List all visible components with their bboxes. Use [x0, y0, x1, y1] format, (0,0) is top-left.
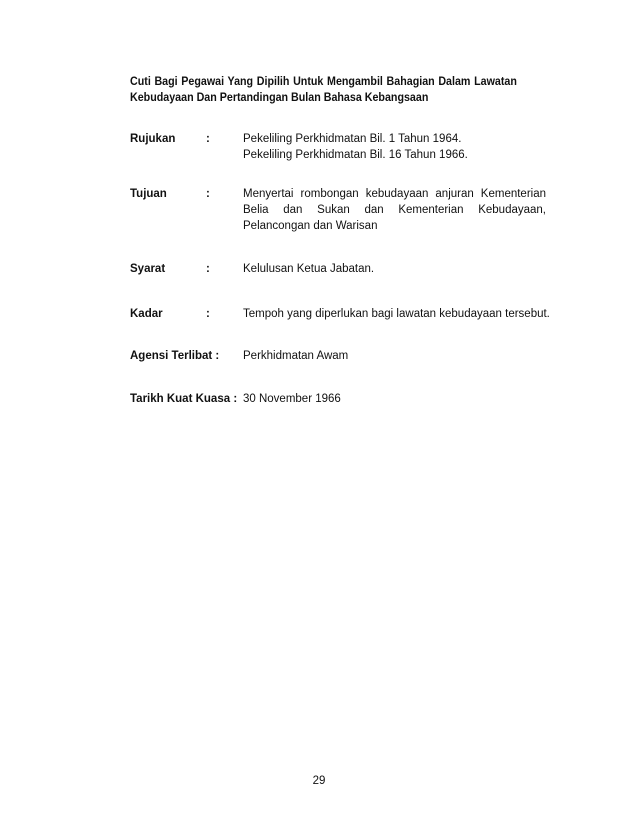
condition-text: Kelulusan Ketua Jabatan. — [243, 263, 375, 275]
field-label: Agensi Terlibat : — [130, 350, 220, 362]
effective-date-text: 30 November 1966 — [243, 393, 341, 405]
reference-line: Pekeliling Perkhidmatan Bil. 1 Tahun 1964. — [243, 133, 462, 145]
field-label: Syarat — [130, 263, 166, 275]
field-value — [243, 261, 546, 277]
field-colon: : — [206, 133, 210, 145]
field-label: Rujukan — [130, 133, 176, 145]
rate-text: Tempoh yang diperlukan bagi lawatan kebudayaan tersebut. — [243, 308, 550, 320]
agency-text: Perkhidmatan Awam — [243, 350, 349, 362]
field-colon: : — [206, 308, 210, 320]
field-colon: : — [206, 188, 210, 200]
reference-line: Pekeliling Perkhidmatan Bil. 16 Tahun 1966. — [243, 149, 468, 161]
field-value — [243, 348, 546, 364]
field-label: Tarikh Kuat Kuasa : — [130, 393, 238, 405]
field-value — [243, 186, 546, 234]
field-label: Tujuan — [130, 188, 167, 200]
field-label: Kadar — [130, 308, 163, 320]
purpose-text: Menyertai rombongan kebudayaan anjuran Kementerian Belia dan Sukan dan Kementerian Kebudayaan, Pelancongan dan Warisan — [243, 188, 546, 232]
field-value — [243, 131, 546, 163]
field-colon: : — [206, 263, 210, 275]
field-value — [243, 306, 550, 322]
document-title: Cuti Bagi Pegawai Yang Dipilih Untuk Mengambil Bahagian Dalam Lawatan Kebudayaan Dan Pertandingan Bulan Bahasa Kebangsaan — [130, 76, 517, 104]
page-number: 29 — [312, 775, 326, 787]
field-value — [243, 391, 546, 407]
